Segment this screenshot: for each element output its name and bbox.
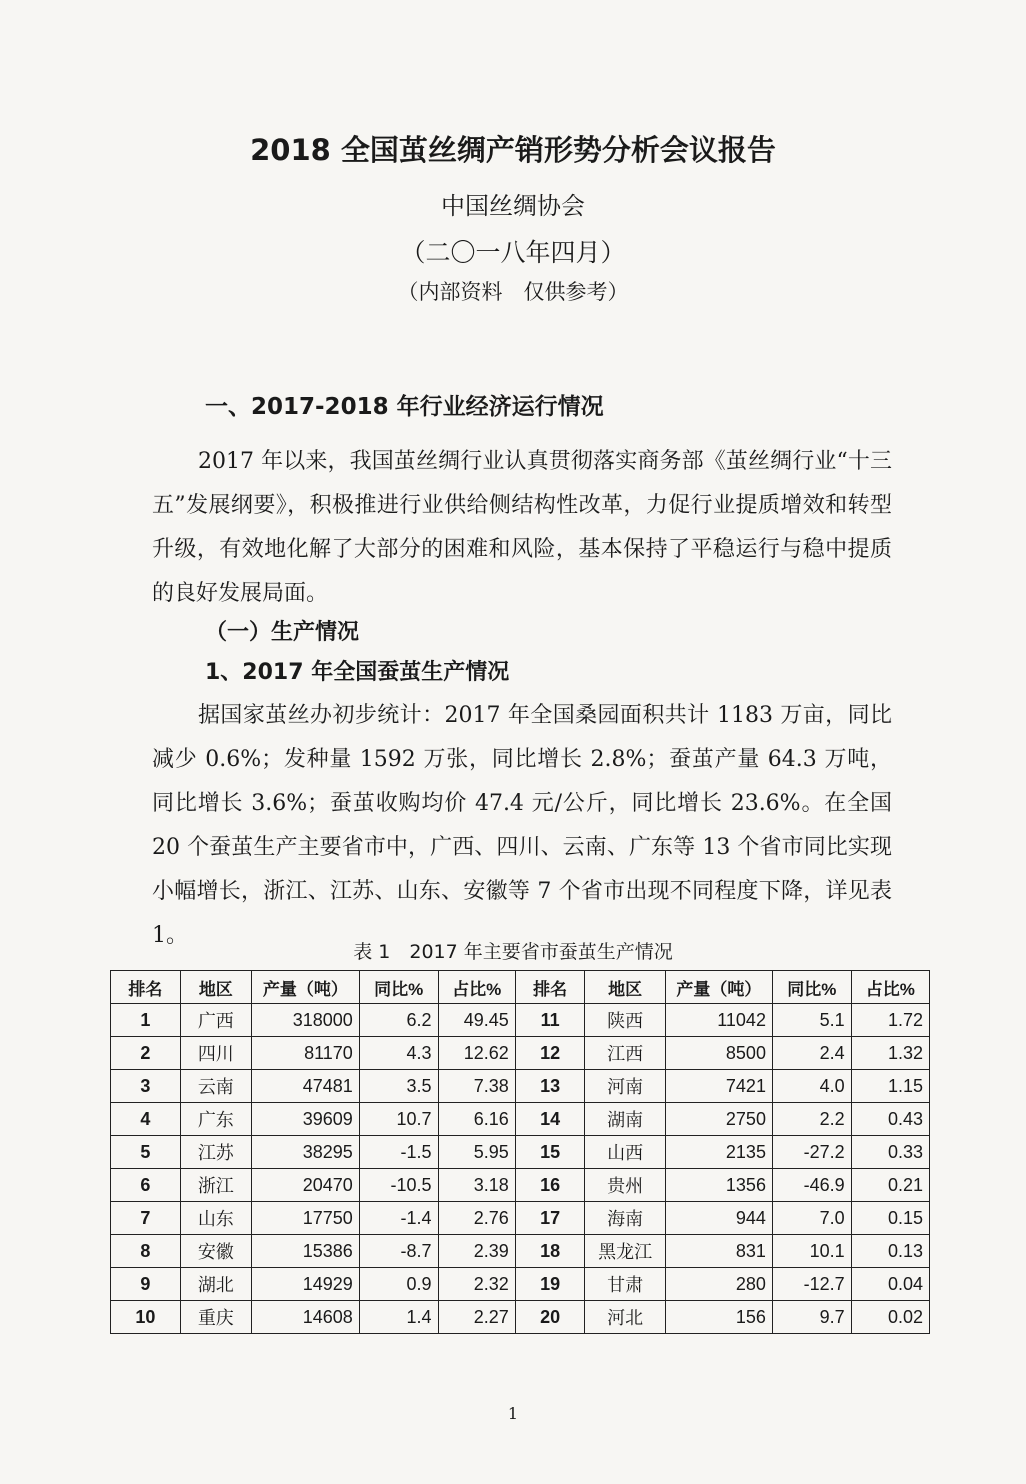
share-cell: 2.76 <box>438 1202 515 1235</box>
output-cell: 944 <box>665 1202 772 1235</box>
rank-cell: 18 <box>515 1235 585 1268</box>
rank-cell: 9 <box>111 1268 181 1301</box>
table-row <box>111 1070 930 1103</box>
yoy-cell: 3.5 <box>359 1070 438 1103</box>
header-region: 地区 <box>180 971 251 1004</box>
share-cell: 2.39 <box>438 1235 515 1268</box>
header-output: 产量（吨） <box>665 971 772 1004</box>
table-row <box>111 1169 930 1202</box>
output-cell: 17750 <box>251 1202 359 1235</box>
organization-name: 中国丝绸协会 <box>441 192 585 220</box>
share-cell: 7.38 <box>438 1070 515 1103</box>
output-cell: 8500 <box>665 1037 772 1070</box>
header-rank: 排名 <box>111 971 181 1004</box>
header-output: 产量（吨） <box>251 971 359 1004</box>
yoy-cell: 6.2 <box>359 1004 438 1037</box>
yoy-cell: -8.7 <box>359 1235 438 1268</box>
table-caption: 表 1 2017 年主要省市蚕茧生产情况 <box>353 941 673 963</box>
region-cell: 黑龙江 <box>585 1235 665 1268</box>
region-cell: 河北 <box>585 1301 665 1334</box>
yoy-cell: 2.4 <box>772 1037 851 1070</box>
region-cell: 浙江 <box>180 1169 251 1202</box>
page-number: 1 <box>507 1404 519 1423</box>
share-cell: 2.32 <box>438 1268 515 1301</box>
share-cell: 0.15 <box>851 1202 929 1235</box>
share-cell: 1.32 <box>851 1037 929 1070</box>
output-cell: 11042 <box>665 1004 772 1037</box>
output-cell: 2135 <box>665 1136 772 1169</box>
statistics-paragraph: 据国家茧丝办初步统计：2017 年全国桑园面积共计 1183 万亩，同比减少 0.6%；发种量 1592 万张，同比增长 2.8%；蚕茧产量 64.3 万吨，同比增长 3.6%；蚕茧收购均价 47.4 元/公斤，同比增长 23.6%。在全国 20 个蚕茧生产主要省市中，广西、四川、云南、广东等 13 个省市同比实现小幅增长，浙江、江苏、山东、安徽等 7 个省市出现不同程度下降，详见表 1。 <box>152 703 892 948</box>
header-share: 占比% <box>851 971 929 1004</box>
table-row <box>111 1301 930 1334</box>
region-cell: 山东 <box>180 1202 251 1235</box>
yoy-cell: 4.0 <box>772 1070 851 1103</box>
output-cell: 7421 <box>665 1070 772 1103</box>
yoy-cell: 10.7 <box>359 1103 438 1136</box>
region-cell: 四川 <box>180 1037 251 1070</box>
output-cell: 81170 <box>251 1037 359 1070</box>
section-heading: 一、2017-2018 年行业经济运行情况 <box>205 394 604 420</box>
output-cell: 20470 <box>251 1169 359 1202</box>
yoy-cell: 10.1 <box>772 1235 851 1268</box>
share-cell: 2.27 <box>438 1301 515 1334</box>
output-cell: 2750 <box>665 1103 772 1136</box>
share-cell: 0.13 <box>851 1235 929 1268</box>
yoy-cell: -46.9 <box>772 1169 851 1202</box>
rank-cell: 19 <box>515 1268 585 1301</box>
rank-cell: 20 <box>515 1301 585 1334</box>
share-cell: 0.02 <box>851 1301 929 1334</box>
rank-cell: 3 <box>111 1070 181 1103</box>
share-cell: 5.95 <box>438 1136 515 1169</box>
output-cell: 318000 <box>251 1004 359 1037</box>
yoy-cell: 0.9 <box>359 1268 438 1301</box>
rank-cell: 1 <box>111 1004 181 1037</box>
table-row <box>111 1037 930 1070</box>
table-row <box>111 1235 930 1268</box>
share-cell: 0.04 <box>851 1268 929 1301</box>
share-cell: 6.16 <box>438 1103 515 1136</box>
output-cell: 156 <box>665 1301 772 1334</box>
output-cell: 15386 <box>251 1235 359 1268</box>
header-share: 占比% <box>438 971 515 1004</box>
yoy-cell: 5.1 <box>772 1004 851 1037</box>
region-cell: 甘肃 <box>585 1268 665 1301</box>
region-cell: 江西 <box>585 1037 665 1070</box>
rank-cell: 7 <box>111 1202 181 1235</box>
header-region: 地区 <box>585 971 665 1004</box>
region-cell: 重庆 <box>180 1301 251 1334</box>
rank-cell: 10 <box>111 1301 181 1334</box>
output-cell: 14608 <box>251 1301 359 1334</box>
rank-cell: 17 <box>515 1202 585 1235</box>
header-rank: 排名 <box>515 971 585 1004</box>
yoy-cell: 4.3 <box>359 1037 438 1070</box>
region-cell: 湖南 <box>585 1103 665 1136</box>
rank-cell: 6 <box>111 1169 181 1202</box>
yoy-cell: -10.5 <box>359 1169 438 1202</box>
rank-cell: 5 <box>111 1136 181 1169</box>
output-cell: 39609 <box>251 1103 359 1136</box>
region-cell: 山西 <box>585 1136 665 1169</box>
rank-cell: 14 <box>515 1103 585 1136</box>
table-header-row <box>111 971 930 1004</box>
cocoon-production-table <box>110 970 930 1334</box>
share-cell: 1.72 <box>851 1004 929 1037</box>
report-date: （二〇一八年四月） <box>400 238 626 267</box>
sub-heading-cocoon: 1、2017 年全国蚕茧生产情况 <box>205 660 510 685</box>
yoy-cell: 7.0 <box>772 1202 851 1235</box>
region-cell: 云南 <box>180 1070 251 1103</box>
yoy-cell: -1.4 <box>359 1202 438 1235</box>
region-cell: 河南 <box>585 1070 665 1103</box>
share-cell: 3.18 <box>438 1169 515 1202</box>
region-cell: 安徽 <box>180 1235 251 1268</box>
yoy-cell: -12.7 <box>772 1268 851 1301</box>
yoy-cell: 2.2 <box>772 1103 851 1136</box>
rank-cell: 12 <box>515 1037 585 1070</box>
rank-cell: 15 <box>515 1136 585 1169</box>
table-body <box>111 1004 930 1334</box>
yoy-cell: 9.7 <box>772 1301 851 1334</box>
output-cell: 38295 <box>251 1136 359 1169</box>
header-yoy: 同比% <box>359 971 438 1004</box>
table-row <box>111 1268 930 1301</box>
intro-paragraph: 2017 年以来，我国茧丝绸行业认真贯彻落实商务部《茧丝绸行业“十三五”发展纲要》，积极推进行业供给侧结构性改革，力促行业提质增效和转型升级，有效地化解了大部分的困难和风险，基本保持了平稳运行与稳中提质的良好发展局面。 <box>152 449 892 606</box>
output-cell: 831 <box>665 1235 772 1268</box>
share-cell: 1.15 <box>851 1070 929 1103</box>
region-cell: 贵州 <box>585 1169 665 1202</box>
share-cell: 12.62 <box>438 1037 515 1070</box>
output-cell: 1356 <box>665 1169 772 1202</box>
output-cell: 14929 <box>251 1268 359 1301</box>
region-cell: 广东 <box>180 1103 251 1136</box>
rank-cell: 4 <box>111 1103 181 1136</box>
sub-heading-production: （一）生产情况 <box>205 620 360 645</box>
table-row <box>111 1004 930 1037</box>
yoy-cell: -27.2 <box>772 1136 851 1169</box>
region-cell: 陕西 <box>585 1004 665 1037</box>
rank-cell: 8 <box>111 1235 181 1268</box>
region-cell: 湖北 <box>180 1268 251 1301</box>
internal-note: （内部资料 仅供参考） <box>397 280 629 304</box>
region-cell: 海南 <box>585 1202 665 1235</box>
output-cell: 47481 <box>251 1070 359 1103</box>
yoy-cell: -1.5 <box>359 1136 438 1169</box>
share-cell: 0.33 <box>851 1136 929 1169</box>
header-yoy: 同比% <box>772 971 851 1004</box>
yoy-cell: 1.4 <box>359 1301 438 1334</box>
table-row <box>111 1202 930 1235</box>
share-cell: 0.43 <box>851 1103 929 1136</box>
rank-cell: 16 <box>515 1169 585 1202</box>
region-cell: 广西 <box>180 1004 251 1037</box>
share-cell: 49.45 <box>438 1004 515 1037</box>
rank-cell: 11 <box>515 1004 585 1037</box>
table-row <box>111 1103 930 1136</box>
rank-cell: 13 <box>515 1070 585 1103</box>
table-row <box>111 1136 930 1169</box>
output-cell: 280 <box>665 1268 772 1301</box>
document-title: 2018 全国茧丝绸产销形势分析会议报告 <box>250 133 776 167</box>
rank-cell: 2 <box>111 1037 181 1070</box>
share-cell: 0.21 <box>851 1169 929 1202</box>
region-cell: 江苏 <box>180 1136 251 1169</box>
